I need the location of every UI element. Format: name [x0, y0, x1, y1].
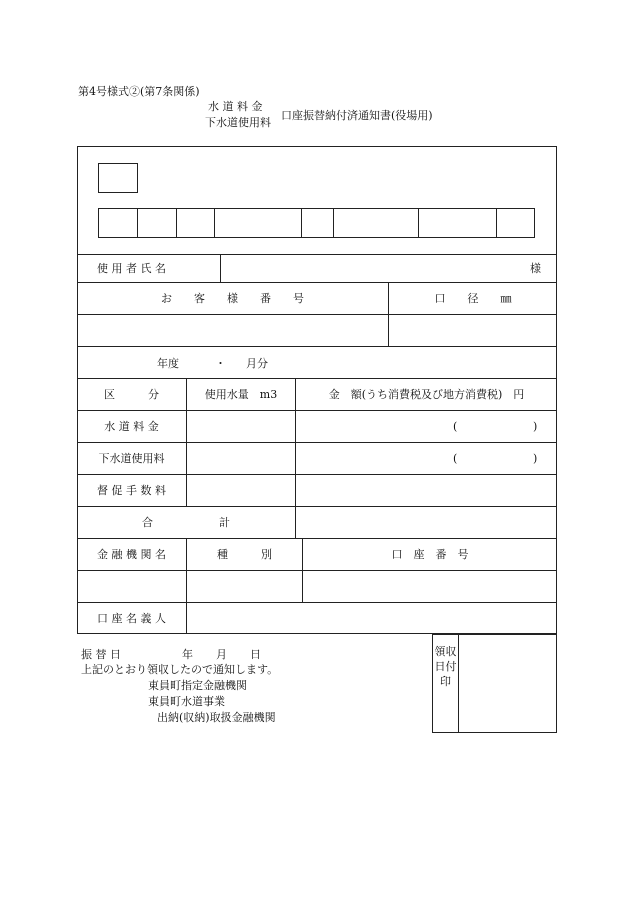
sewer-usage-field[interactable]	[187, 442, 295, 474]
user-name-label: 使 用 者 氏 名	[97, 262, 166, 275]
account-holder-label: 口 座 名 義 人	[97, 612, 166, 625]
code-cells[interactable]	[98, 208, 535, 238]
paren-close: )	[533, 419, 538, 433]
notice-text: 上記のとおり領収したので通知します。	[81, 663, 279, 676]
code-divider	[214, 208, 215, 238]
transfer-date-label: 振 替 日	[81, 648, 121, 661]
transfer-day: 日	[250, 648, 261, 661]
bank-name-field[interactable]	[77, 570, 186, 602]
amount-header: 金 額(うち消費税及び地方消費税) 円	[328, 388, 525, 401]
customer-number-field[interactable]	[77, 314, 388, 346]
user-name-suffix: 様	[530, 262, 541, 275]
org-line-2: 東員町水道事業	[148, 695, 225, 708]
receipt-stamp-label: 領収日付印	[434, 645, 457, 688]
document-title: 口座振替納付済通知書(役場用)	[281, 109, 433, 122]
diameter-label: 口 径 ㎜	[434, 292, 512, 305]
charge-water-label: 水 道 料 金	[208, 100, 263, 113]
account-number-header: 口 座 番 号	[391, 548, 469, 561]
water-fee-label: 水 道 料 金	[104, 420, 159, 433]
paren-open: (	[453, 419, 458, 433]
period-dot: ・	[215, 357, 226, 370]
code-divider	[496, 208, 497, 238]
period-year-label: 年度	[157, 357, 179, 370]
account-number-field[interactable]	[303, 570, 557, 602]
account-holder-field[interactable]	[187, 602, 557, 634]
transfer-month: 月	[216, 648, 227, 661]
charge-sewer-label: 下水道使用料	[205, 116, 271, 129]
org-line-1: 東員町指定金融機関	[148, 679, 247, 692]
account-type-header: 種 別	[217, 548, 272, 561]
reminder-fee-label: 督 促 手 数 料	[97, 484, 166, 497]
customer-number-label: お 客 様 番 号	[161, 292, 304, 305]
code-divider	[418, 208, 419, 238]
small-entry-box[interactable]	[98, 163, 138, 193]
sewer-fee-label: 下水道使用料	[98, 452, 165, 465]
code-divider	[333, 208, 334, 238]
water-usage-field[interactable]	[187, 410, 295, 442]
total-amount-field[interactable]	[296, 506, 557, 538]
transfer-year: 年	[182, 648, 193, 661]
code-divider	[301, 208, 302, 238]
org-line-3: 出納(収納)取扱金融機関	[157, 711, 276, 724]
paren-close: )	[533, 451, 538, 465]
stamp-area[interactable]	[459, 635, 556, 732]
account-type-field[interactable]	[187, 570, 302, 602]
diameter-field[interactable]	[389, 314, 557, 346]
water-amount-field[interactable]	[296, 410, 557, 442]
period-month-label: 月分	[246, 357, 268, 370]
usage-header: 使用水量 m3	[204, 388, 278, 401]
form-number: 第4号様式②(第7条関係)	[78, 85, 200, 98]
user-name-field[interactable]	[221, 254, 557, 282]
row-line	[77, 346, 557, 347]
reminder-usage-field[interactable]	[187, 474, 295, 506]
code-divider	[137, 208, 138, 238]
bank-name-header: 金 融 機 関 名	[97, 548, 166, 561]
total-label: 合 計	[142, 516, 230, 529]
reminder-amount-field[interactable]	[296, 474, 557, 506]
code-divider	[176, 208, 177, 238]
category-header: 区 分	[104, 388, 159, 401]
paren-open: (	[453, 451, 458, 465]
sewer-amount-field[interactable]	[296, 442, 557, 474]
